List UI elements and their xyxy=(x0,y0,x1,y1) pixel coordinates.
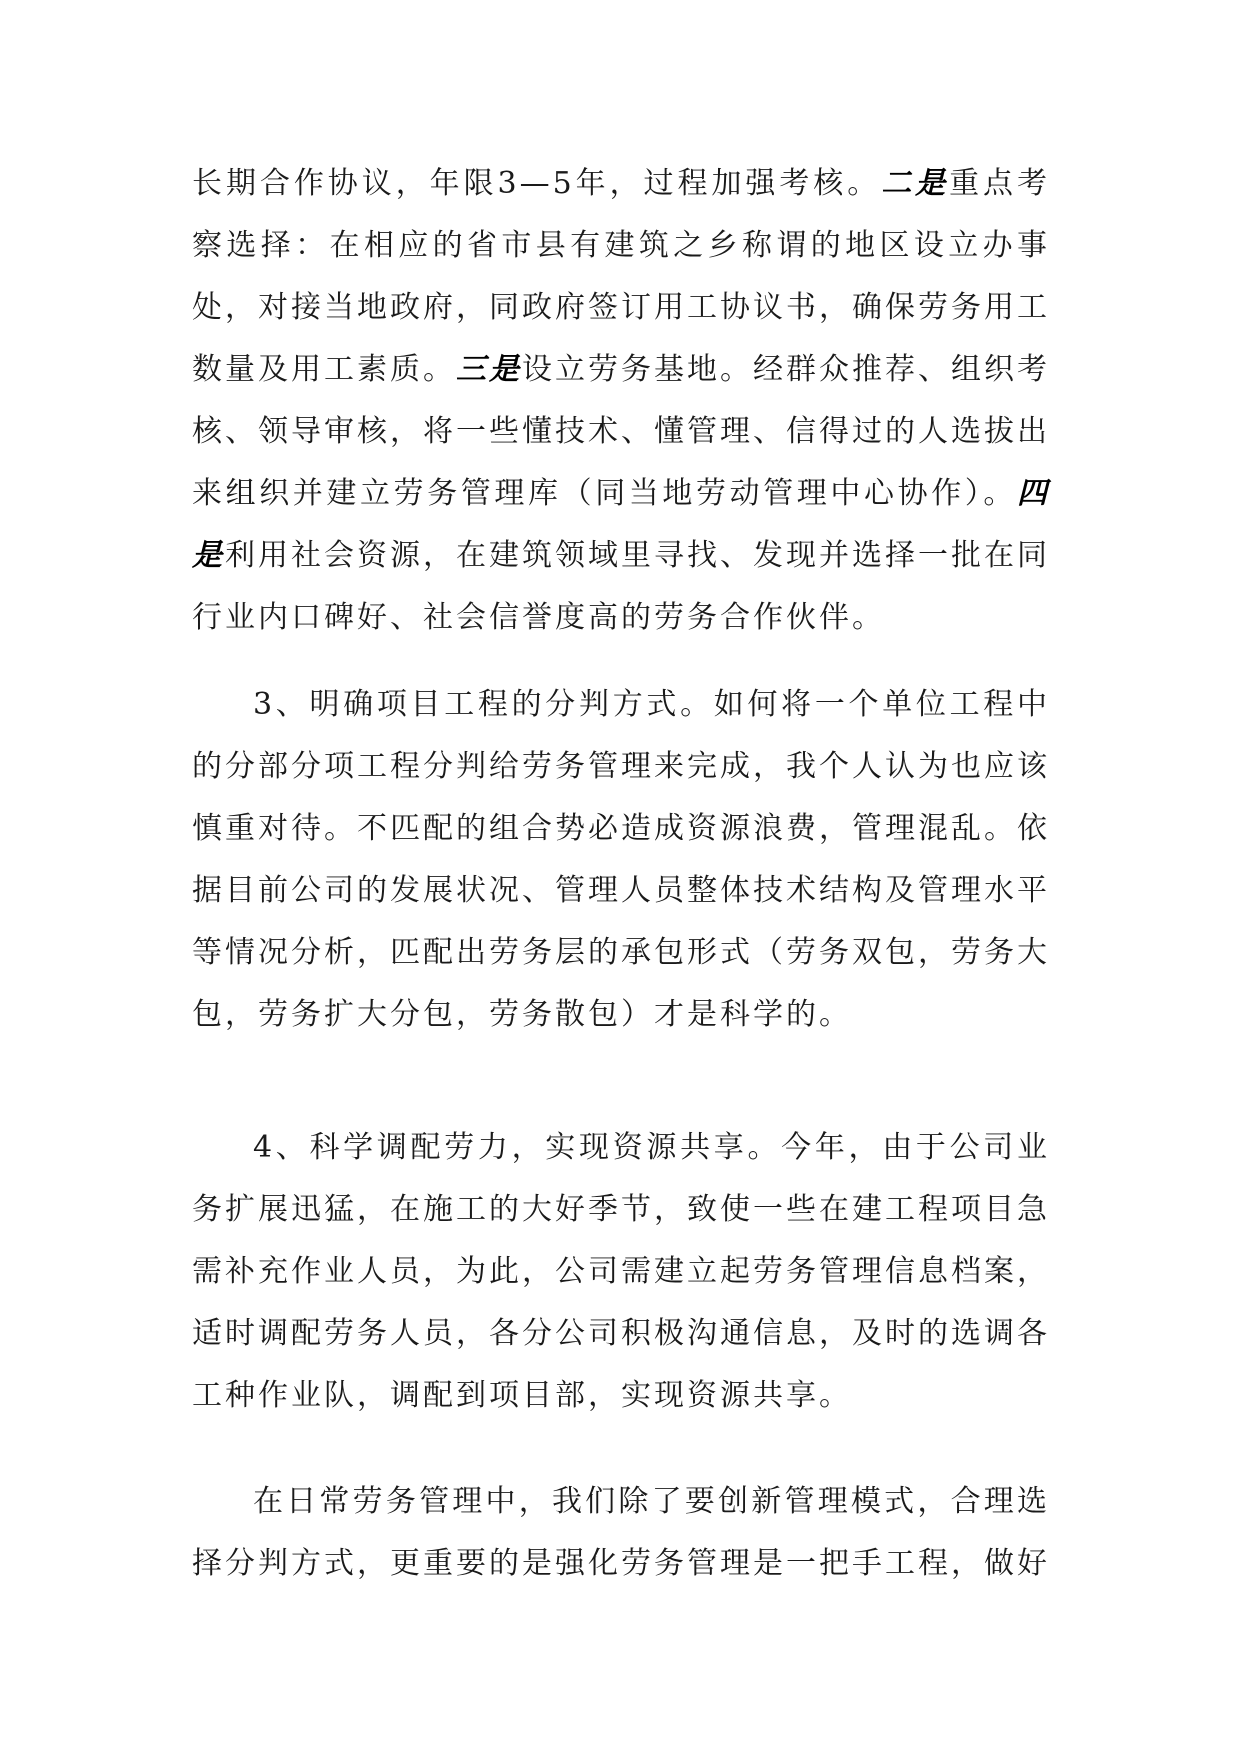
paragraph-text xyxy=(192,153,1050,649)
paragraph-text: 3、明确项目工程的分判方式。如何将一个单位工程中的分部分项工程分判给劳务管理来完成，我个人认为也应该慎重对待。不匹配的组合势必造成资源浪费，管理混乱。依据目前公司的发展状况、管理人员整体技术结构及管理水平等情况分析，匹配出劳务层的承包形式（劳务双包，劳务大包，劳务扩大分包，劳务散包）才是科学的。 xyxy=(192,687,1050,1032)
paragraph-segment: 长期合作协议，年限3—5年，过程加强考核。 xyxy=(192,166,882,201)
paragraph-cooperation-measures xyxy=(192,153,1050,649)
paragraph-text: 4、科学调配劳力，实现资源共享。今年，由于公司业务扩展迅猛，在施工的大好季节，致使一些在建工程项目急需补充作业人员，为此，公司需建立起劳务管理信息档案，适时调配劳务人员，各分公司积极沟通信息，及时的选调各工种作业队，调配到项目部，实现资源共享。 xyxy=(192,1130,1050,1413)
paragraph-text: 在日常劳务管理中，我们除了要创新管理模式，合理选择分判方式，更重要的是强化劳务管理是一把手工程，做好 xyxy=(192,1484,1050,1581)
emphasis-fourth: 四是 xyxy=(192,476,1050,573)
paragraph-subcontract-method xyxy=(192,674,1050,1046)
paragraph-labor-allocation xyxy=(192,1117,1050,1427)
paragraph-segment: 设立劳务基地。经群众推荐、组织考核、领导审核，将一些懂技术、懂管理、信得过的人选拔出来组织并建立劳务管理库（同当地劳动管理中心协作）。 xyxy=(192,352,1050,511)
emphasis-third: 三是 xyxy=(456,352,522,387)
paragraph-segment: 重点考察选择：在相应的省市县有建筑之乡称谓的地区设立办事处，对接当地政府，同政府签订用工协议书，确保劳务用工数量及用工素质。 xyxy=(192,166,1051,387)
emphasis-second: 二是 xyxy=(881,166,950,201)
paragraph-daily-management xyxy=(192,1471,1050,1595)
paragraph-segment: 利用社会资源，在建筑领域里寻找、发现并选择一批在同行业内口碑好、社会信誉度高的劳务合作伙伴。 xyxy=(192,538,1050,635)
